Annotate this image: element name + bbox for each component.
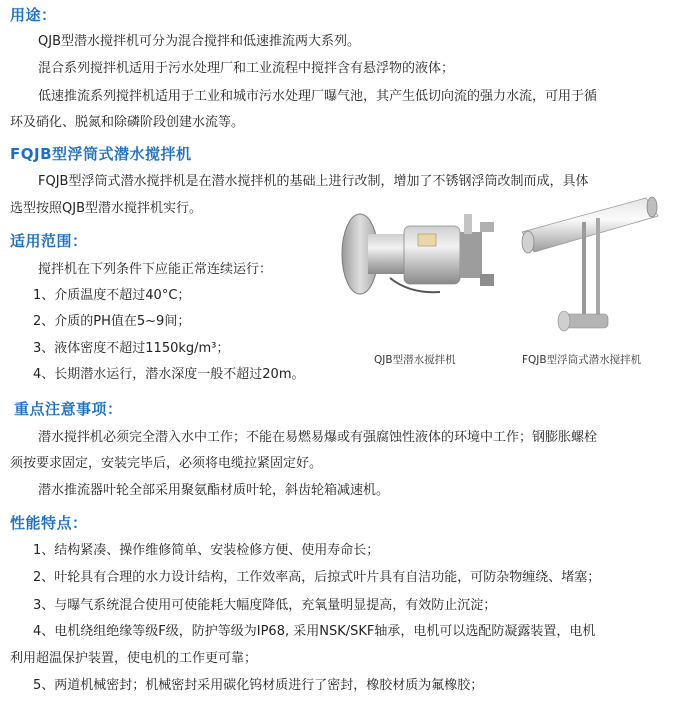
scope-item-3: 3、液体密度不超过1150kg/m³； [33, 341, 230, 356]
usage-line-3: 低速推流系列搅拌机适用于工业和城市污水处理厂曝气池，其产生低切向流的强力水流，可用于循 [38, 89, 598, 104]
feature-line-4: 4、电机绕组绝缘等级F级，防护等级为IP68, 采用NSK/SKF轴承，电机可以选配防凝露装置，电机 [33, 624, 596, 639]
usage-line-1: QJB型潜水搅拌机可分为混合搅拌和低速推流两大系列。 [38, 34, 360, 49]
notice-line-2: 须按要求固定，安装完毕后，必须将电缆拉紧固定好。 [10, 456, 323, 471]
features-heading: 性能特点： [10, 514, 88, 532]
fqjb-mixer-caption: FQJB型浮筒式潜水搅拌机 [522, 354, 642, 366]
qjb-mixer-image [330, 208, 498, 300]
feature-line-1: 1、结构紧凑、操作维修简单、安装检修方便、使用寿命长； [33, 543, 380, 558]
fqjb-mixer-image [518, 194, 668, 342]
scope-intro: 搅拌机在下列条件下应能正常连续运行： [38, 262, 273, 277]
usage-heading: 用途： [10, 6, 57, 24]
scope-item-4: 4、长期潜水运行，潜水深度一般不超过20m。 [33, 367, 305, 382]
notice-heading: 重点注意事项： [14, 400, 123, 418]
feature-line-2: 2、叶轮具有合理的水力设计结构，工作效率高，后掠式叶片具有自洁功能，可防杂物缠绕、堵塞； [33, 570, 601, 585]
fqjb-line-2: 选型按照QJB型潜水搅拌机实行。 [10, 201, 202, 216]
fqjb-heading: FQJB型浮筒式潜水搅拌机 [10, 145, 192, 163]
fqjb-line-1: FQJB型浮筒式潜水搅拌机是在潜水搅拌机的基础上进行改制，增加了不锈钢浮筒改制而成，具体 [38, 174, 589, 189]
qjb-mixer-caption: QJB型潜水搅拌机 [374, 354, 456, 366]
feature-line-3: 3、与曝气系统混合使用可使能耗大幅度降低，充氧量明显提高，有效防止沉淀； [33, 598, 497, 613]
usage-line-2: 混合系列搅拌机适用于污水处理厂和工业流程中搅拌含有悬浮物的液体； [38, 61, 455, 76]
usage-line-4: 环及硝化、脱氮和除磷阶段创建水流等。 [10, 115, 245, 130]
notice-line-3: 潜水推流器叶轮全部采用聚氨酯材质叶轮，斜齿轮箱减速机。 [38, 483, 390, 498]
scope-heading: 适用范围： [10, 232, 88, 250]
scope-item-1: 1、介质温度不超过40°C； [33, 288, 191, 303]
scope-item-2: 2、介质的PH值在5~9间； [33, 314, 191, 329]
feature-line-5: 利用超温保护装置，使电机的工作更可靠； [10, 651, 258, 666]
notice-line-1: 潜水搅拌机必须完全潜入水中工作；不能在易燃易爆或有强腐蚀性液体的环境中工作；钢膨胀螺栓 [38, 430, 598, 445]
feature-line-6: 5、两道机械密封；机械密封采用碳化钨材质进行了密封，橡胶材质为氟橡胶； [33, 678, 484, 693]
